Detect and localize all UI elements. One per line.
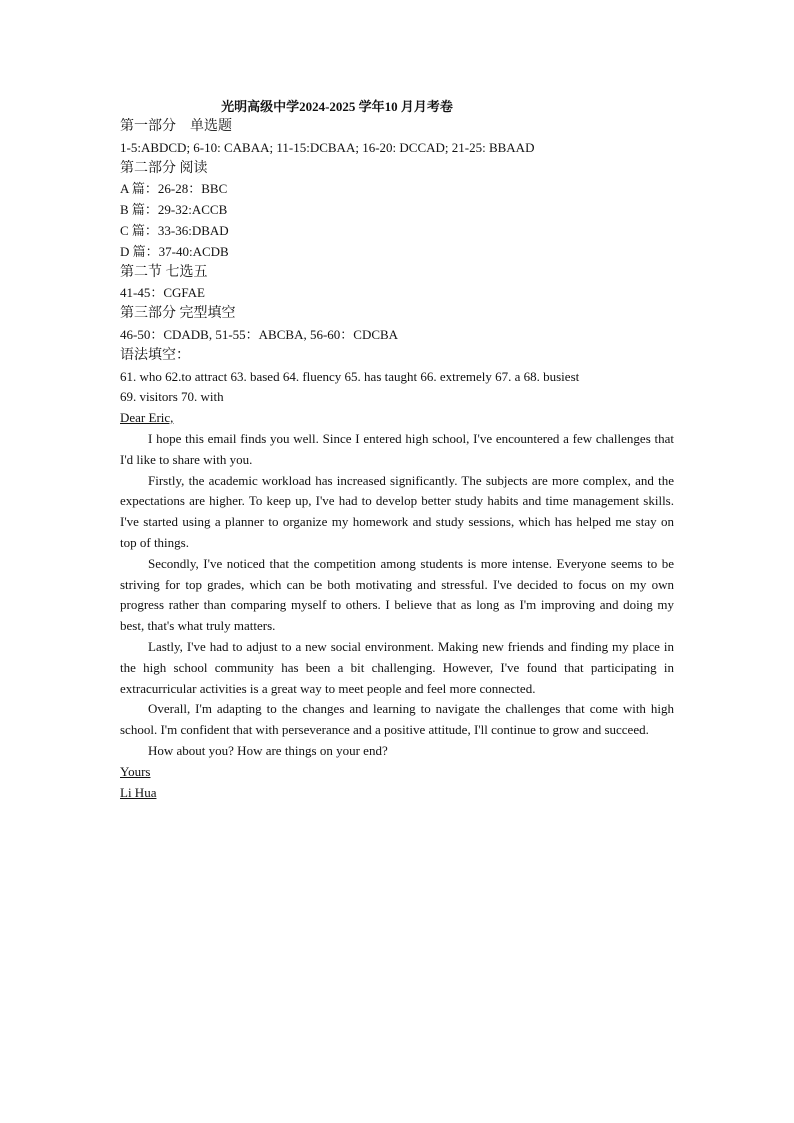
letter-paragraph: How about you? How are things on your end?: [148, 742, 388, 758]
letter-paragraph: Firstly, the academic workload has increased significantly. The subjects are more complex, and the expectations are higher. To keep up, I've had to develop better study habits and time management skills. I've started using a planner to organize my homework and study sessions, which has helped me stay on top of things.: [120, 472, 674, 550]
letter-paragraph: I hope this email finds you well. Since I entered high school, I've encountered a few challenges that I'd like to share with you.: [120, 430, 674, 467]
part2-passage-b: B 篇：29-32:ACCB: [120, 202, 228, 218]
letter-closing: Yours: [120, 763, 151, 779]
letter-signature: Li Hua: [120, 784, 157, 800]
letter-paragraph: Lastly, I've had to adjust to a new social environment. Making new friends and finding my place in the high school community has been a bit challenging. However, I've found that participating in extracurricular activities is a great way to meet people and feel more connected.: [120, 638, 674, 696]
page-title: 光明高级中学2024-2025 学年10 月月考卷: [221, 99, 453, 114]
part2-passage-d: D 篇：37-40:ACDB: [120, 243, 229, 259]
letter-paragraph: Overall, I'm adapting to the changes and learning to navigate the challenges that come with high school. I'm confident that with perseverance and a positive attitude, I'll continue to grow and succeed.: [120, 701, 674, 738]
grammar-answers-line2: 69. visitors 70. with: [120, 389, 224, 405]
grammar-answers-line1: 61. who 62.to attract 63. based 64. fluency 65. has taught 66. extremely 67. a 68. busiest: [120, 368, 580, 384]
grammar-heading: 语法填空：: [120, 347, 190, 363]
part2-heading: 第二部分 阅读: [120, 160, 208, 176]
part1-heading: 第一部分 单选题: [120, 119, 232, 134]
letter-paragraph: Secondly, I've noticed that the competition among students is more intense. Everyone seems to be striving for top grades, which can be both motivating and stressful. I've decided to focus on my own progress rather than comparing myself to others. I believe that as long as I'm improving and doing my best, that's what truly matters.: [120, 555, 674, 634]
part2-passage-a: A 篇：26-28：BBC: [120, 181, 228, 197]
answer-key-document: [120, 96, 674, 803]
part2-section2-answers: 41-45：CGFAE: [120, 285, 205, 301]
part2-section2-heading: 第二节 七选五: [120, 264, 208, 280]
part3-answers: 46-50：CDADB, 51-55：ABCBA, 56-60：CDCBA: [120, 326, 399, 342]
part2-passage-c: C 篇：33-36:DBAD: [120, 222, 229, 238]
part3-heading: 第三部分 完型填空: [120, 306, 236, 322]
letter-salutation: Dear Eric,: [120, 410, 174, 426]
part1-answers: 1-5:ABDCD; 6-10: CABAA; 11-15:DCBAA; 16-20: DCCAD; 21-25: BBAAD: [120, 139, 535, 155]
